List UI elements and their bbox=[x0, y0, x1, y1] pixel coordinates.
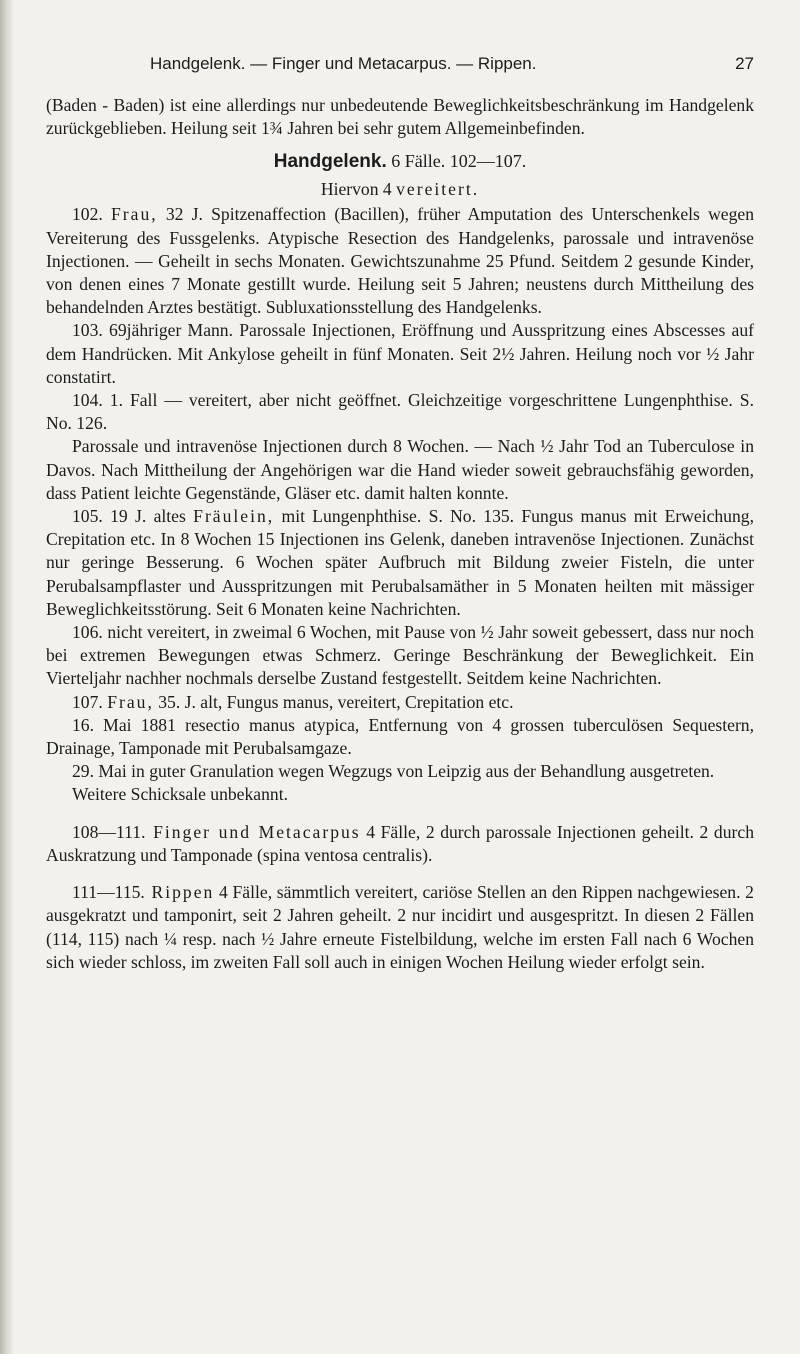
case-text: 4 Fälle, sämmtlich vereitert, cariöse Stellen an den Rippen nachgewiesen. 2 ausgekratzt und tamponirt, seit 2 Jahren geheilt. 2 nur incidirt und ausgespritzt. In diesen 2 Fällen (114, 115) nach ¼ resp. nach ½ Jahre erneute Fistelbildung, welche im ersten Fall nach 6 Wochen sich wieder schloss, im zweiten Fall soll auch in einigen Wochen Heilung wieder erfolgt sein. bbox=[46, 882, 754, 972]
intro-paragraph: (Baden - Baden) ist eine allerdings nur unbedeutende Beweglichkeitsbeschränkung im Handgelenk zurückgeblieben. Heilung seit 1¾ Jahren bei sehr gutem Allgemeinbefinden. bbox=[46, 95, 754, 139]
book-page bbox=[46, 54, 754, 974]
case-number: 104. bbox=[72, 390, 103, 411]
case-104 bbox=[46, 389, 754, 435]
case-number: 106. bbox=[72, 622, 103, 643]
page-number: 27 bbox=[735, 54, 754, 73]
case-number: 105. bbox=[72, 506, 103, 527]
case-text: 1. Fall — vereitert, aber nicht geöffnet. Gleichzeitige vorgeschrittene Lungenphthise. S. No. 126. bbox=[46, 390, 754, 434]
case-107-operation: 16. Mai 1881 resectio manus atypica, Entfernung von 4 grossen tuberculösen Sequestern, Drainage, Tamponade mit Perubalsamgaze. bbox=[46, 714, 754, 759]
case-text: 32 J. Spitzenaffection (Bacillen), früher Amputation des Unterschenkels wegen Vereiterung des Fussgelenks. Atypische Resection des Handgelenks, parossale und intravenöse Injectionen. — Geheilt in sechs Monaten. Gewichtszunahme 25 Pfund. Seitdem 2 gesunde Kinder, von denen eines 7 Monate gestillt wurde. Heilung seit 5 Jahren; neustens durch Mittheilung des behandelnden Arztes bestätigt. Subluxationsstellung des Handgelenks. bbox=[46, 204, 754, 318]
case-105 bbox=[46, 505, 754, 621]
section-subheading bbox=[46, 177, 754, 201]
running-title: Handgelenk. — Finger und Metacarpus. — Rippen. bbox=[150, 54, 537, 73]
case-107-outcome: Weitere Schicksale unbekannt. bbox=[72, 784, 288, 805]
case-number: 108—111. bbox=[72, 821, 146, 842]
case-107 bbox=[46, 691, 754, 714]
case-group-title: Finger und Metacarpus bbox=[145, 821, 361, 842]
page-binding-shadow bbox=[0, 0, 14, 1354]
case-103 bbox=[46, 319, 754, 389]
case-number: 111—115. bbox=[72, 882, 145, 903]
subheading-prefix: Hiervon 4 bbox=[320, 179, 397, 200]
cases-108-111 bbox=[46, 821, 754, 867]
case-text: 4 Fälle, 2 durch parossale Injectionen geheilt. 2 durch Auskratzung und Tamponade (spina ventosa centralis). bbox=[46, 821, 754, 865]
running-header bbox=[46, 54, 754, 82]
case-number: 103. bbox=[72, 320, 103, 341]
case-patient: Fräulein, bbox=[193, 506, 275, 527]
case-text: 69jähriger Mann. Parossale Injectionen, Eröffnung und Ausspritzung eines Abscesses auf dem Handrücken. Mit Ankylose geheilt in fünf Monaten. Seit 2½ Jahren. Heilung noch vor ½ Jahr constatirt. bbox=[46, 320, 754, 387]
section-heading-rest: 6 Fälle. 102—107. bbox=[386, 151, 527, 172]
case-text-pre: 19 J. altes bbox=[102, 506, 194, 527]
section-heading bbox=[46, 146, 754, 177]
case-104-continued: Parossale und intravenöse Injectionen durch 8 Wochen. — Nach ½ Jahr Tod an Tuberculose in Davos. Nach Mittheilung der Angehörigen war die Hand wieder soweit gebrauchsfähig geworden, dass Patient leichte Gegenstände, Gläser etc. damit halten konnte. bbox=[46, 436, 754, 503]
case-text: 35. J. alt, Fungus manus, vereitert, Crepitation etc. bbox=[153, 691, 514, 712]
case-106 bbox=[46, 621, 754, 691]
section-heading-label: Handgelenk. bbox=[273, 151, 387, 173]
case-number: 102. bbox=[72, 204, 103, 225]
cases-111-115 bbox=[46, 881, 754, 974]
case-number: 107. bbox=[72, 691, 103, 712]
case-group-title: Rippen bbox=[144, 882, 215, 903]
case-107-discharge: 29. Mai in guter Granulation wegen Wegzugs von Leipzig aus der Behandlung ausgetreten. bbox=[72, 761, 715, 782]
case-patient: Frau, bbox=[111, 204, 158, 225]
case-text: nicht vereitert, in zweimal 6 Wochen, mit Pause von ½ Jahr soweit gebessert, dass nur noch bei extremen Bewegungen etwas Schmerz. Geringe Beschränkung der Beweglichkeit. Ein Vierteljahr nachher nochmals derselbe Zustand festgestellt. Seitdem keine Nachrichten. bbox=[46, 622, 754, 689]
case-text: mit Lungenphthise. S. No. 135. Fungus manus mit Erweichung, Crepitation etc. In 8 Wochen 15 Injectionen ins Gelenk, daneben intravenöse Injectionen. Zunächst nur geringe Besserung. 6 Wochen später Aufbruch mit Bildung zweier Fisteln, die unter Perubalsampflaster und Ausspritzungen mit Perubalsamäther in 5 Monaten heilten mit mässiger Beweglichkeitsstörung. Seit 6 Monaten keine Nachrichten. bbox=[46, 506, 754, 619]
case-102 bbox=[46, 203, 754, 319]
subheading-spaced: vereitert. bbox=[396, 179, 480, 200]
case-patient: Frau, bbox=[107, 691, 154, 712]
